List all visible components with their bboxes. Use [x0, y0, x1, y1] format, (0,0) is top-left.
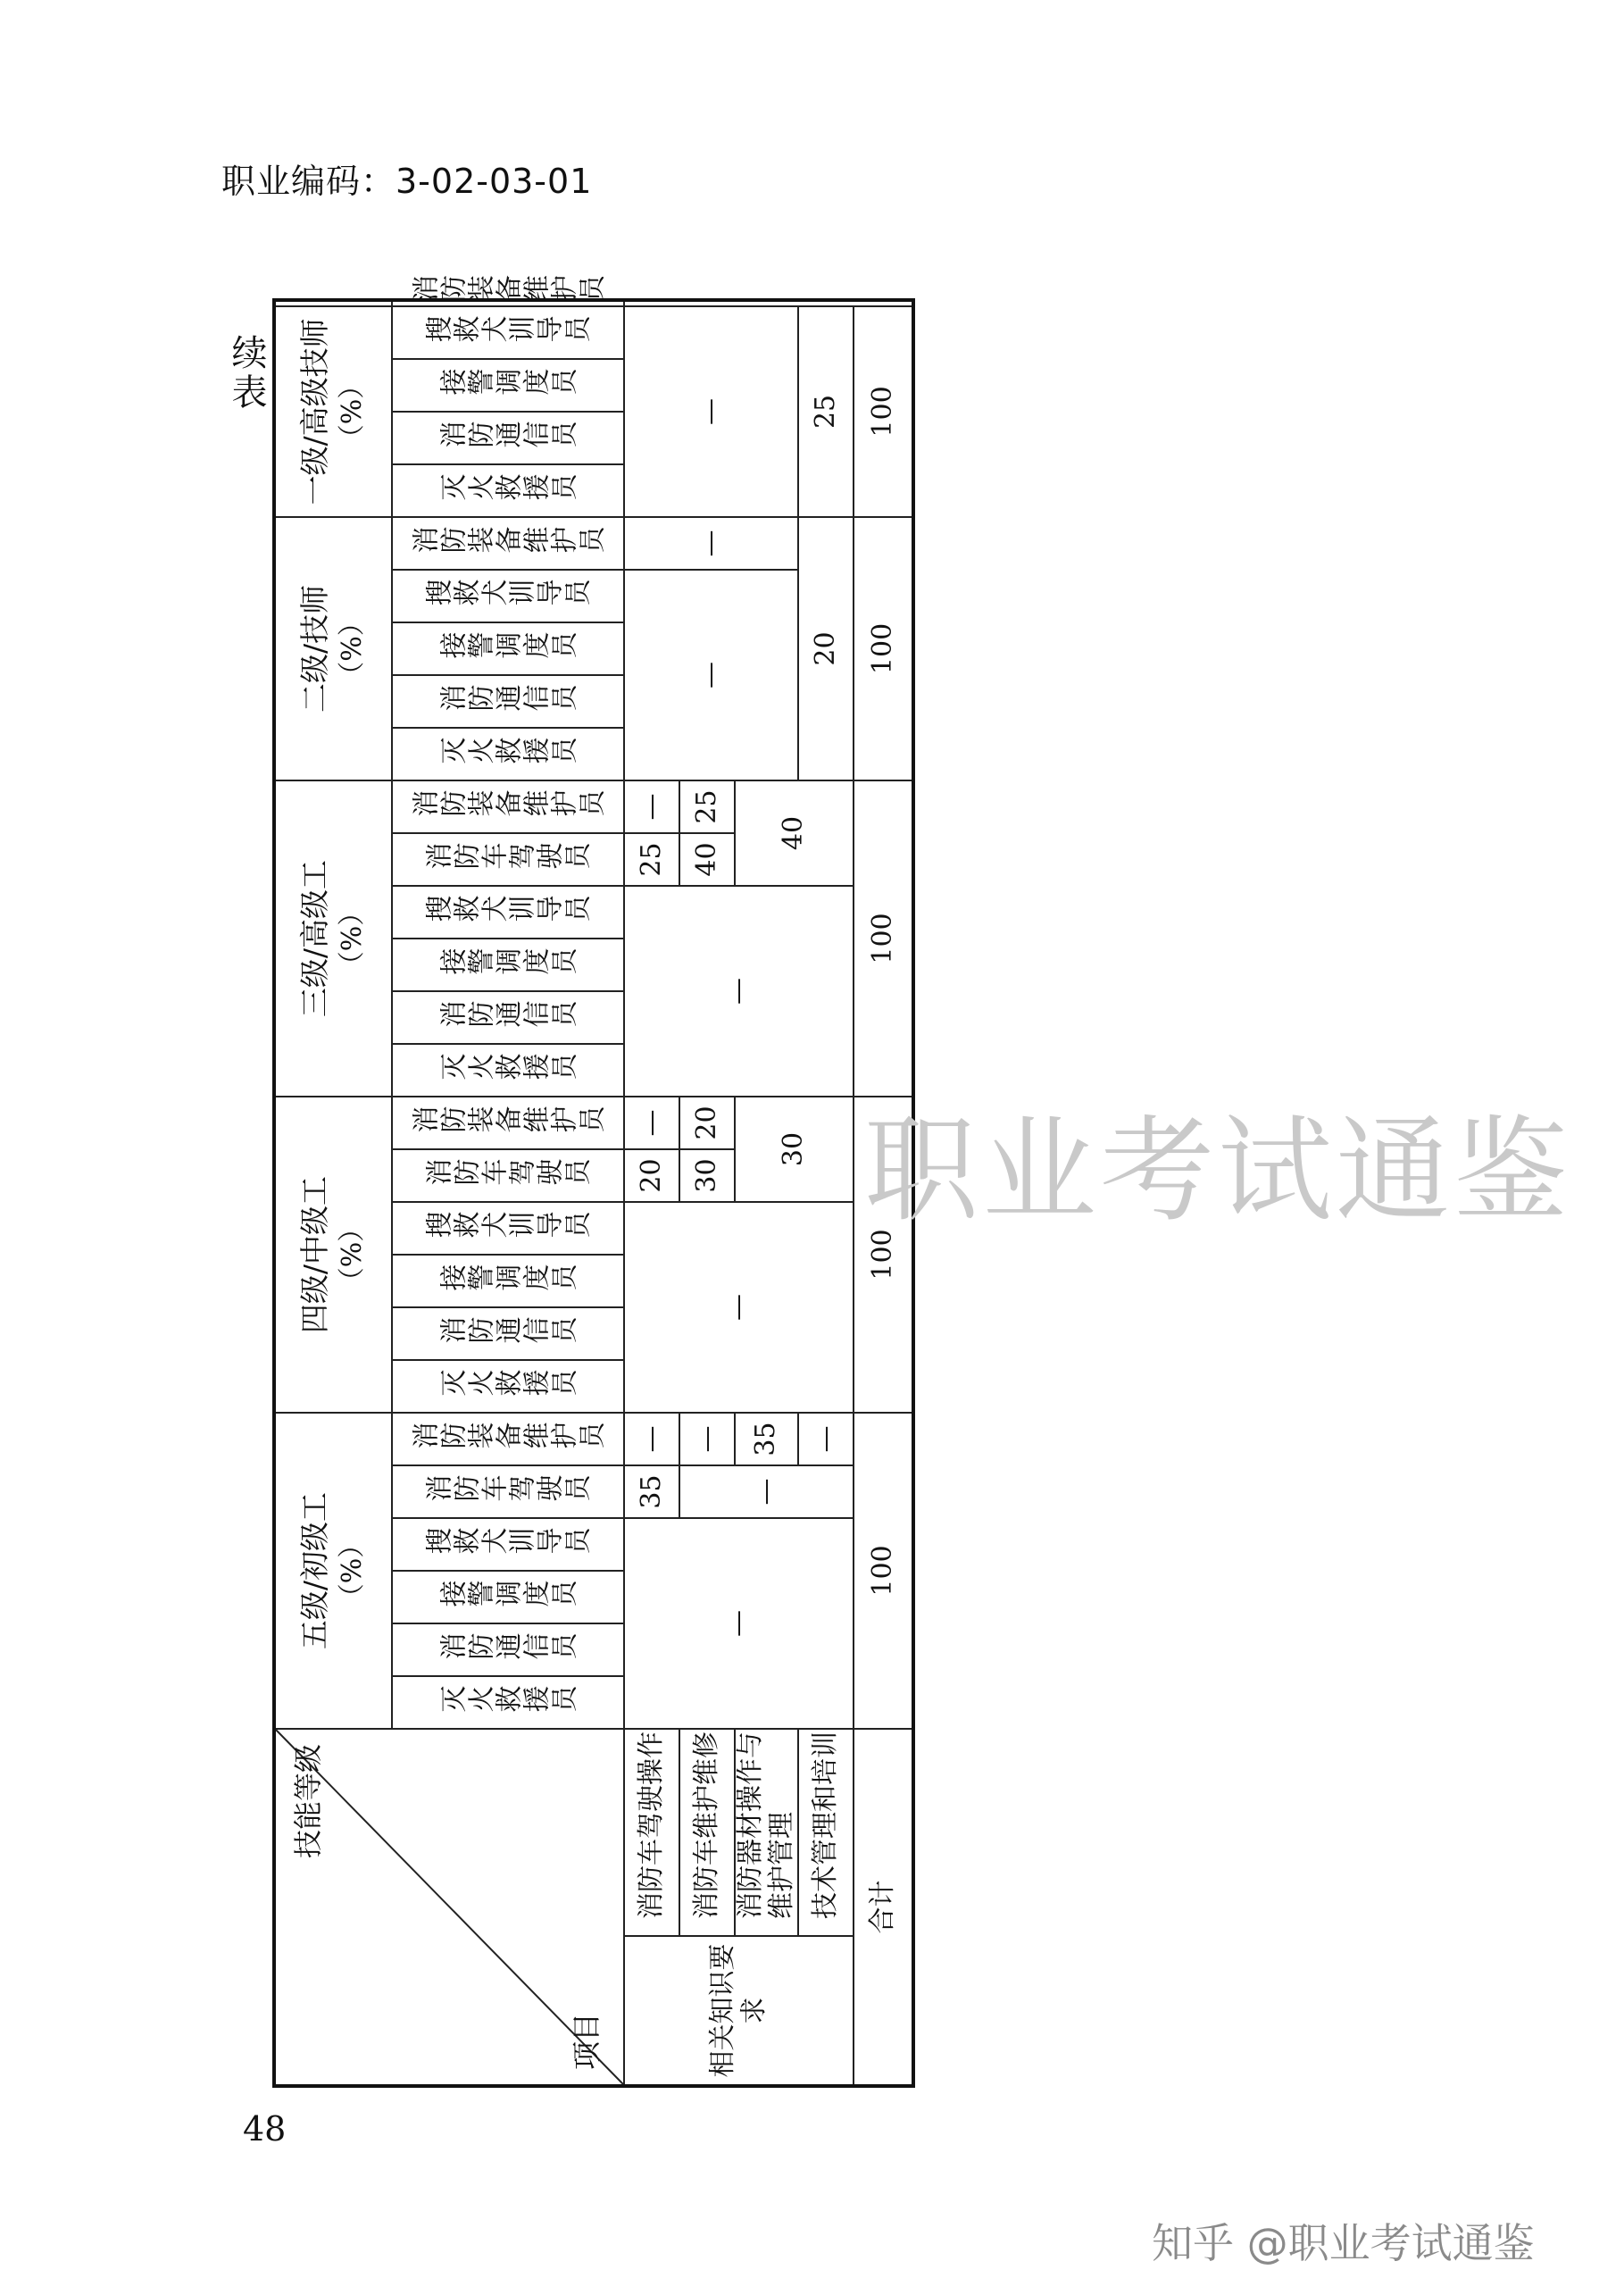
skill-level-heading: 技能等级	[291, 1744, 325, 1859]
role-name: 消防通信员	[438, 685, 578, 717]
role-name: 搜救犬训导员	[425, 896, 591, 928]
value-cell: —	[624, 1413, 679, 1465]
total-label: 合计	[854, 1729, 913, 2086]
role-name: 接警调度员	[438, 948, 578, 980]
level-unit: （%）	[337, 1531, 369, 1611]
level-unit: （%）	[337, 898, 369, 979]
value-cell: 35	[624, 1465, 679, 1518]
item-label: 消防器材操作与维护管理	[735, 1729, 798, 1936]
continued-label: 续表	[226, 334, 267, 413]
role-name: 搜救犬训导员	[425, 316, 591, 348]
role-header	[392, 275, 624, 307]
item-heading: 项目	[570, 2012, 604, 2070]
role-header	[392, 1571, 624, 1623]
level-name: 一级/高级技师	[297, 318, 333, 505]
related-knowledge-label: 相关知识要求	[624, 1936, 854, 2086]
role-name: 搜救犬训导员	[425, 1528, 591, 1560]
role-name: 灭火救援员	[438, 738, 578, 770]
role-header	[392, 1202, 624, 1255]
role-header	[392, 1149, 624, 1202]
role-header	[392, 1518, 624, 1571]
total-cell: 100	[854, 780, 913, 1097]
value-cell: —	[624, 886, 854, 1097]
role-header	[392, 833, 624, 886]
value-cell: 25	[624, 833, 679, 886]
level-name: 五级/初级工	[297, 1491, 333, 1650]
role-header	[392, 1307, 624, 1360]
role-name: 灭火救援员	[438, 1054, 578, 1086]
role-header	[392, 1255, 624, 1307]
role-name: 消防车驾驶员	[425, 843, 591, 875]
level-name: 三级/高级工	[297, 859, 333, 1018]
role-name: 消防通信员	[438, 1001, 578, 1033]
value-cell: 35	[735, 1413, 798, 1465]
item-label: 消防车维护维修	[679, 1729, 735, 1936]
rotated-table-container	[272, 275, 914, 2088]
role-header	[392, 675, 624, 728]
value-cell: 40	[679, 833, 735, 886]
watermark-text: 职业考试通鉴	[864, 1105, 1572, 1238]
level-name: 二级/技师	[297, 584, 333, 713]
role-name: 消防装备维护员	[411, 275, 605, 307]
level-header-3	[274, 780, 392, 1097]
role-header	[392, 1465, 624, 1518]
value-cell: 20	[624, 1149, 679, 1202]
role-name: 接警调度员	[438, 369, 578, 401]
role-name: 接警调度员	[438, 1581, 578, 1613]
role-header	[392, 1623, 624, 1676]
role-name: 消防装备维护员	[411, 527, 605, 559]
role-name: 消防装备维护员	[411, 1106, 605, 1139]
value-cell: 30	[735, 1097, 854, 1202]
role-name: 消防车驾驶员	[425, 1475, 591, 1507]
level-unit: （%）	[337, 371, 369, 452]
occupation-code: 职业编码：3-02-03-01	[221, 162, 593, 201]
role-name: 接警调度员	[438, 632, 578, 664]
level-header-4	[274, 1097, 392, 1413]
role-name: 搜救犬训导员	[425, 1212, 591, 1244]
role-name: 灭火救援员	[438, 1370, 578, 1402]
level-header-5	[274, 1413, 392, 1729]
total-cell: 100	[854, 306, 913, 517]
value-cell: —	[624, 306, 798, 517]
role-header	[392, 1097, 624, 1149]
value-cell: —	[624, 780, 679, 833]
value-cell: 30	[679, 1149, 735, 1202]
role-name: 消防通信员	[438, 421, 578, 454]
role-header	[392, 1044, 624, 1097]
value-cell: —	[624, 570, 798, 780]
role-name: 消防通信员	[438, 1317, 578, 1349]
role-header	[392, 939, 624, 991]
role-name: 搜救犬训导员	[425, 580, 591, 612]
value-cell: 20	[798, 517, 854, 780]
value-cell: —	[798, 1413, 854, 1465]
level-unit: （%）	[337, 1214, 369, 1295]
role-header	[392, 412, 624, 464]
header-diagonal-cell	[274, 1729, 624, 2086]
item-label: 技术管理和培训	[798, 1729, 854, 1936]
value-cell: —	[624, 1202, 854, 1413]
level-header-2	[274, 517, 392, 780]
role-name: 消防车驾驶员	[425, 1159, 591, 1191]
role-header	[392, 306, 624, 359]
role-header	[392, 1676, 624, 1729]
source-credit: 知乎 @职业考试通鉴	[1152, 2219, 1535, 2267]
role-header	[392, 780, 624, 833]
value-cell: —	[624, 517, 798, 570]
value-cell: —	[624, 1518, 854, 1729]
knowledge-weight-table	[272, 275, 915, 2088]
role-header	[392, 359, 624, 412]
level-header-1	[274, 306, 392, 517]
role-header	[392, 728, 624, 780]
page-number: 48	[243, 2109, 287, 2149]
role-name: 消防通信员	[438, 1633, 578, 1665]
value-cell: —	[679, 1413, 735, 1465]
role-header	[392, 570, 624, 622]
role-header	[392, 622, 624, 675]
role-name: 消防装备维护员	[411, 1423, 605, 1455]
role-name: 灭火救援员	[438, 1686, 578, 1718]
role-header	[392, 1413, 624, 1465]
value-cell: 20	[679, 1097, 735, 1149]
value-cell: —	[679, 1465, 854, 1518]
total-cell: 100	[854, 1413, 913, 1729]
role-header	[392, 517, 624, 570]
level-name: 四级/中级工	[297, 1175, 333, 1334]
item-label: 消防车驾驶操作	[624, 1729, 679, 1936]
role-header	[392, 1360, 624, 1413]
value-cell: 25	[679, 780, 735, 833]
level-unit: （%）	[337, 609, 369, 688]
value-cell: —	[624, 1097, 679, 1149]
value-cell: 25	[798, 306, 854, 517]
role-name: 灭火救援员	[438, 474, 578, 506]
total-cell: 100	[854, 517, 913, 780]
role-name: 消防装备维护员	[411, 790, 605, 822]
value-cell: 40	[735, 780, 854, 886]
role-header	[392, 886, 624, 939]
role-header	[392, 464, 624, 517]
role-header	[392, 991, 624, 1044]
role-name: 接警调度员	[438, 1264, 578, 1297]
total-cell: 100	[854, 1097, 913, 1413]
